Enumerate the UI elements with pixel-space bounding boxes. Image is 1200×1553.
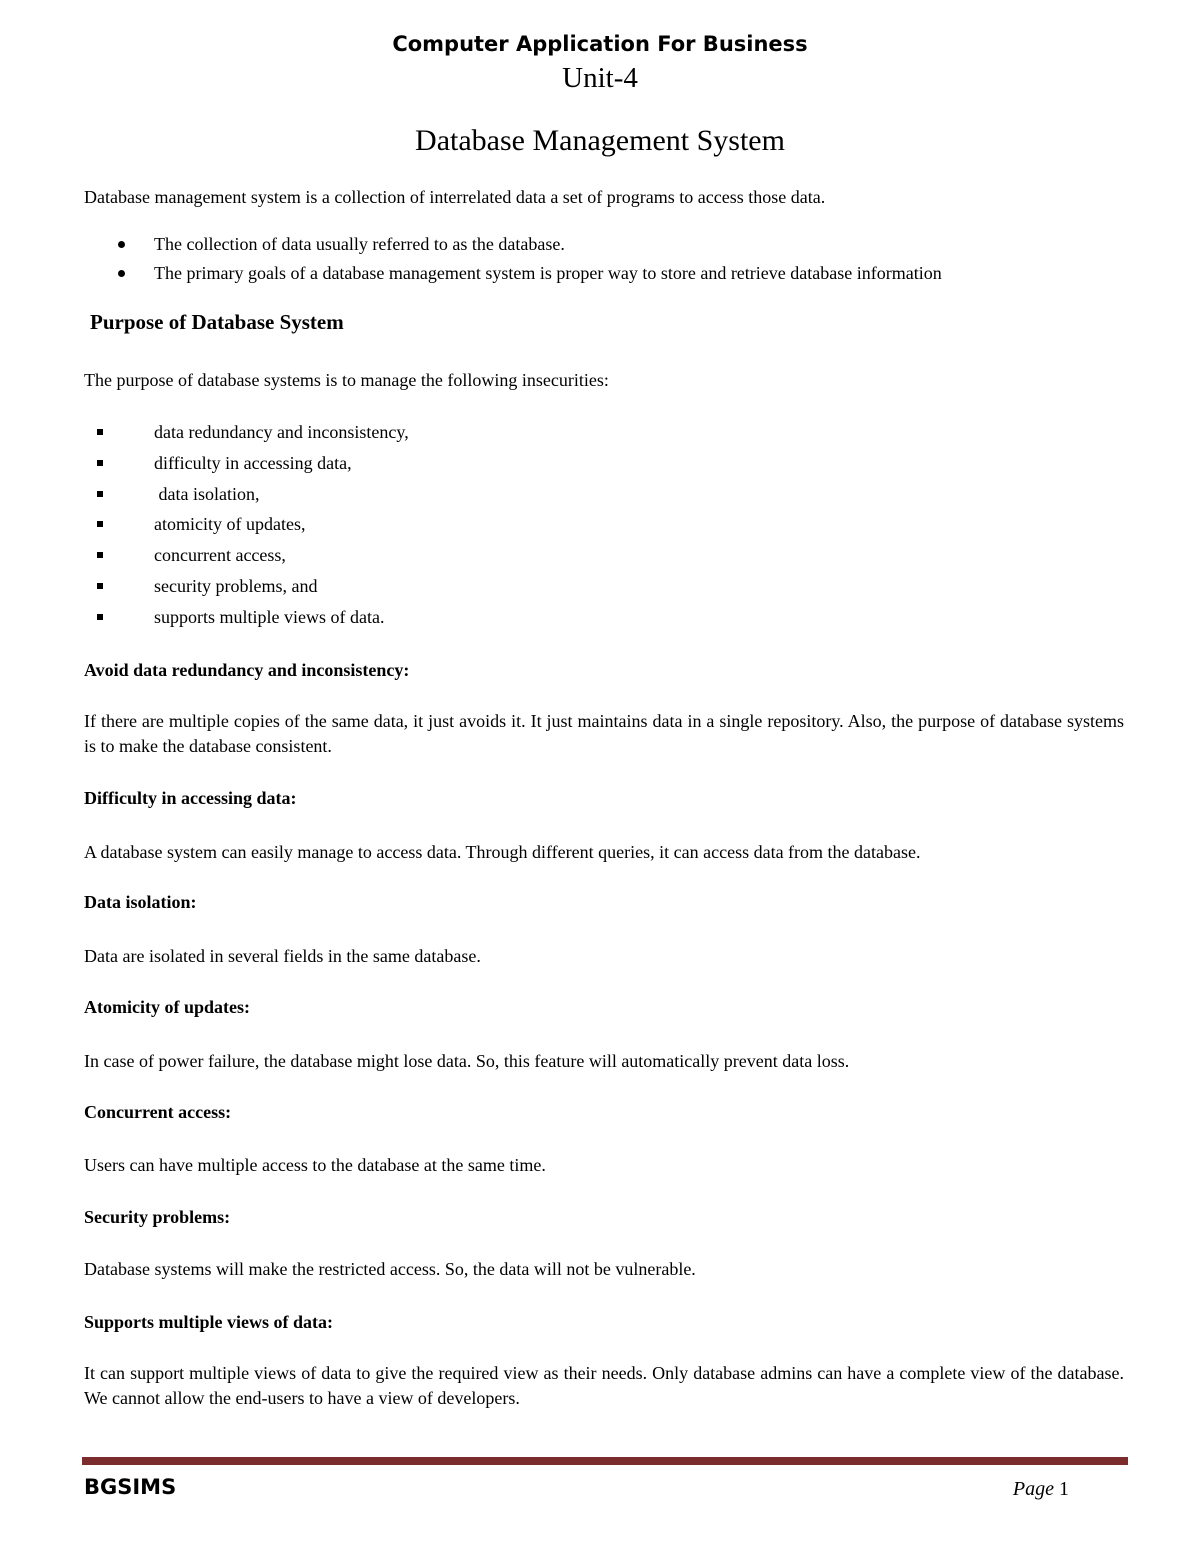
intro-bullet-list [84,230,942,288]
list-item: The primary goals of a database management system is proper way to store and retrieve database information [84,259,942,288]
list-item: data isolation, [84,479,409,510]
list-item: The collection of data usually referred to as the database. [84,230,942,259]
purpose-intro: The purpose of database systems is to manage the following insecurities: [84,370,609,390]
section-paragraph: If there are multiple copies of the same data, it just avoids it. It just maintains data in a single repository. Also, the purpose of database systems is to make the database consistent. [84,711,1124,756]
footer-institution: BGSIMS [84,1475,177,1499]
page-label: Page [1012,1478,1054,1500]
section-paragraph: It can support multiple views of data to give the required view as their needs. Only database admins can have a complete view of the database. We cannot allow the end-users to have a view of developers. [84,1363,1124,1408]
section-heading: Security problems: [84,1207,231,1227]
section-heading: Concurrent access: [84,1102,232,1122]
footer-divider [82,1457,1128,1465]
section-heading: Avoid data redundancy and inconsistency: [84,660,410,680]
section-paragraph: In case of power failure, the database might lose data. So, this feature will automatically prevent data loss. [84,1051,850,1071]
unit-label: Unit-4 [562,62,638,94]
page-title: Database Management System [415,124,785,157]
page-number-value: 1 [1059,1478,1069,1500]
section-paragraph: A database system can easily manage to access data. Through different queries, it can access data from the database. [84,842,921,862]
section-paragraph: Users can have multiple access to the database at the same time. [84,1155,546,1175]
list-item: security problems, and [84,571,409,602]
section-heading-purpose: Purpose of Database System [90,310,344,334]
list-item: atomicity of updates, [84,509,409,540]
course-title: Computer Application For Business [392,32,808,56]
list-item: supports multiple views of data. [84,602,409,633]
section-heading: Difficulty in accessing data: [84,788,297,808]
section-paragraph: Data are isolated in several fields in the same database. [84,946,481,966]
page-number [1013,1478,1069,1501]
intro-paragraph: Database management system is a collection of interrelated data a set of programs to access those data. [84,187,826,207]
section-heading: Atomicity of updates: [84,997,250,1017]
list-item: concurrent access, [84,540,409,571]
section-paragraph: Database systems will make the restricted access. So, the data will not be vulnerable. [84,1259,696,1279]
purpose-list [84,417,409,633]
list-item: data redundancy and inconsistency, [84,417,409,448]
section-heading: Data isolation: [84,892,197,912]
section-heading: Supports multiple views of data: [84,1312,334,1332]
list-item: difficulty in accessing data, [84,448,409,479]
